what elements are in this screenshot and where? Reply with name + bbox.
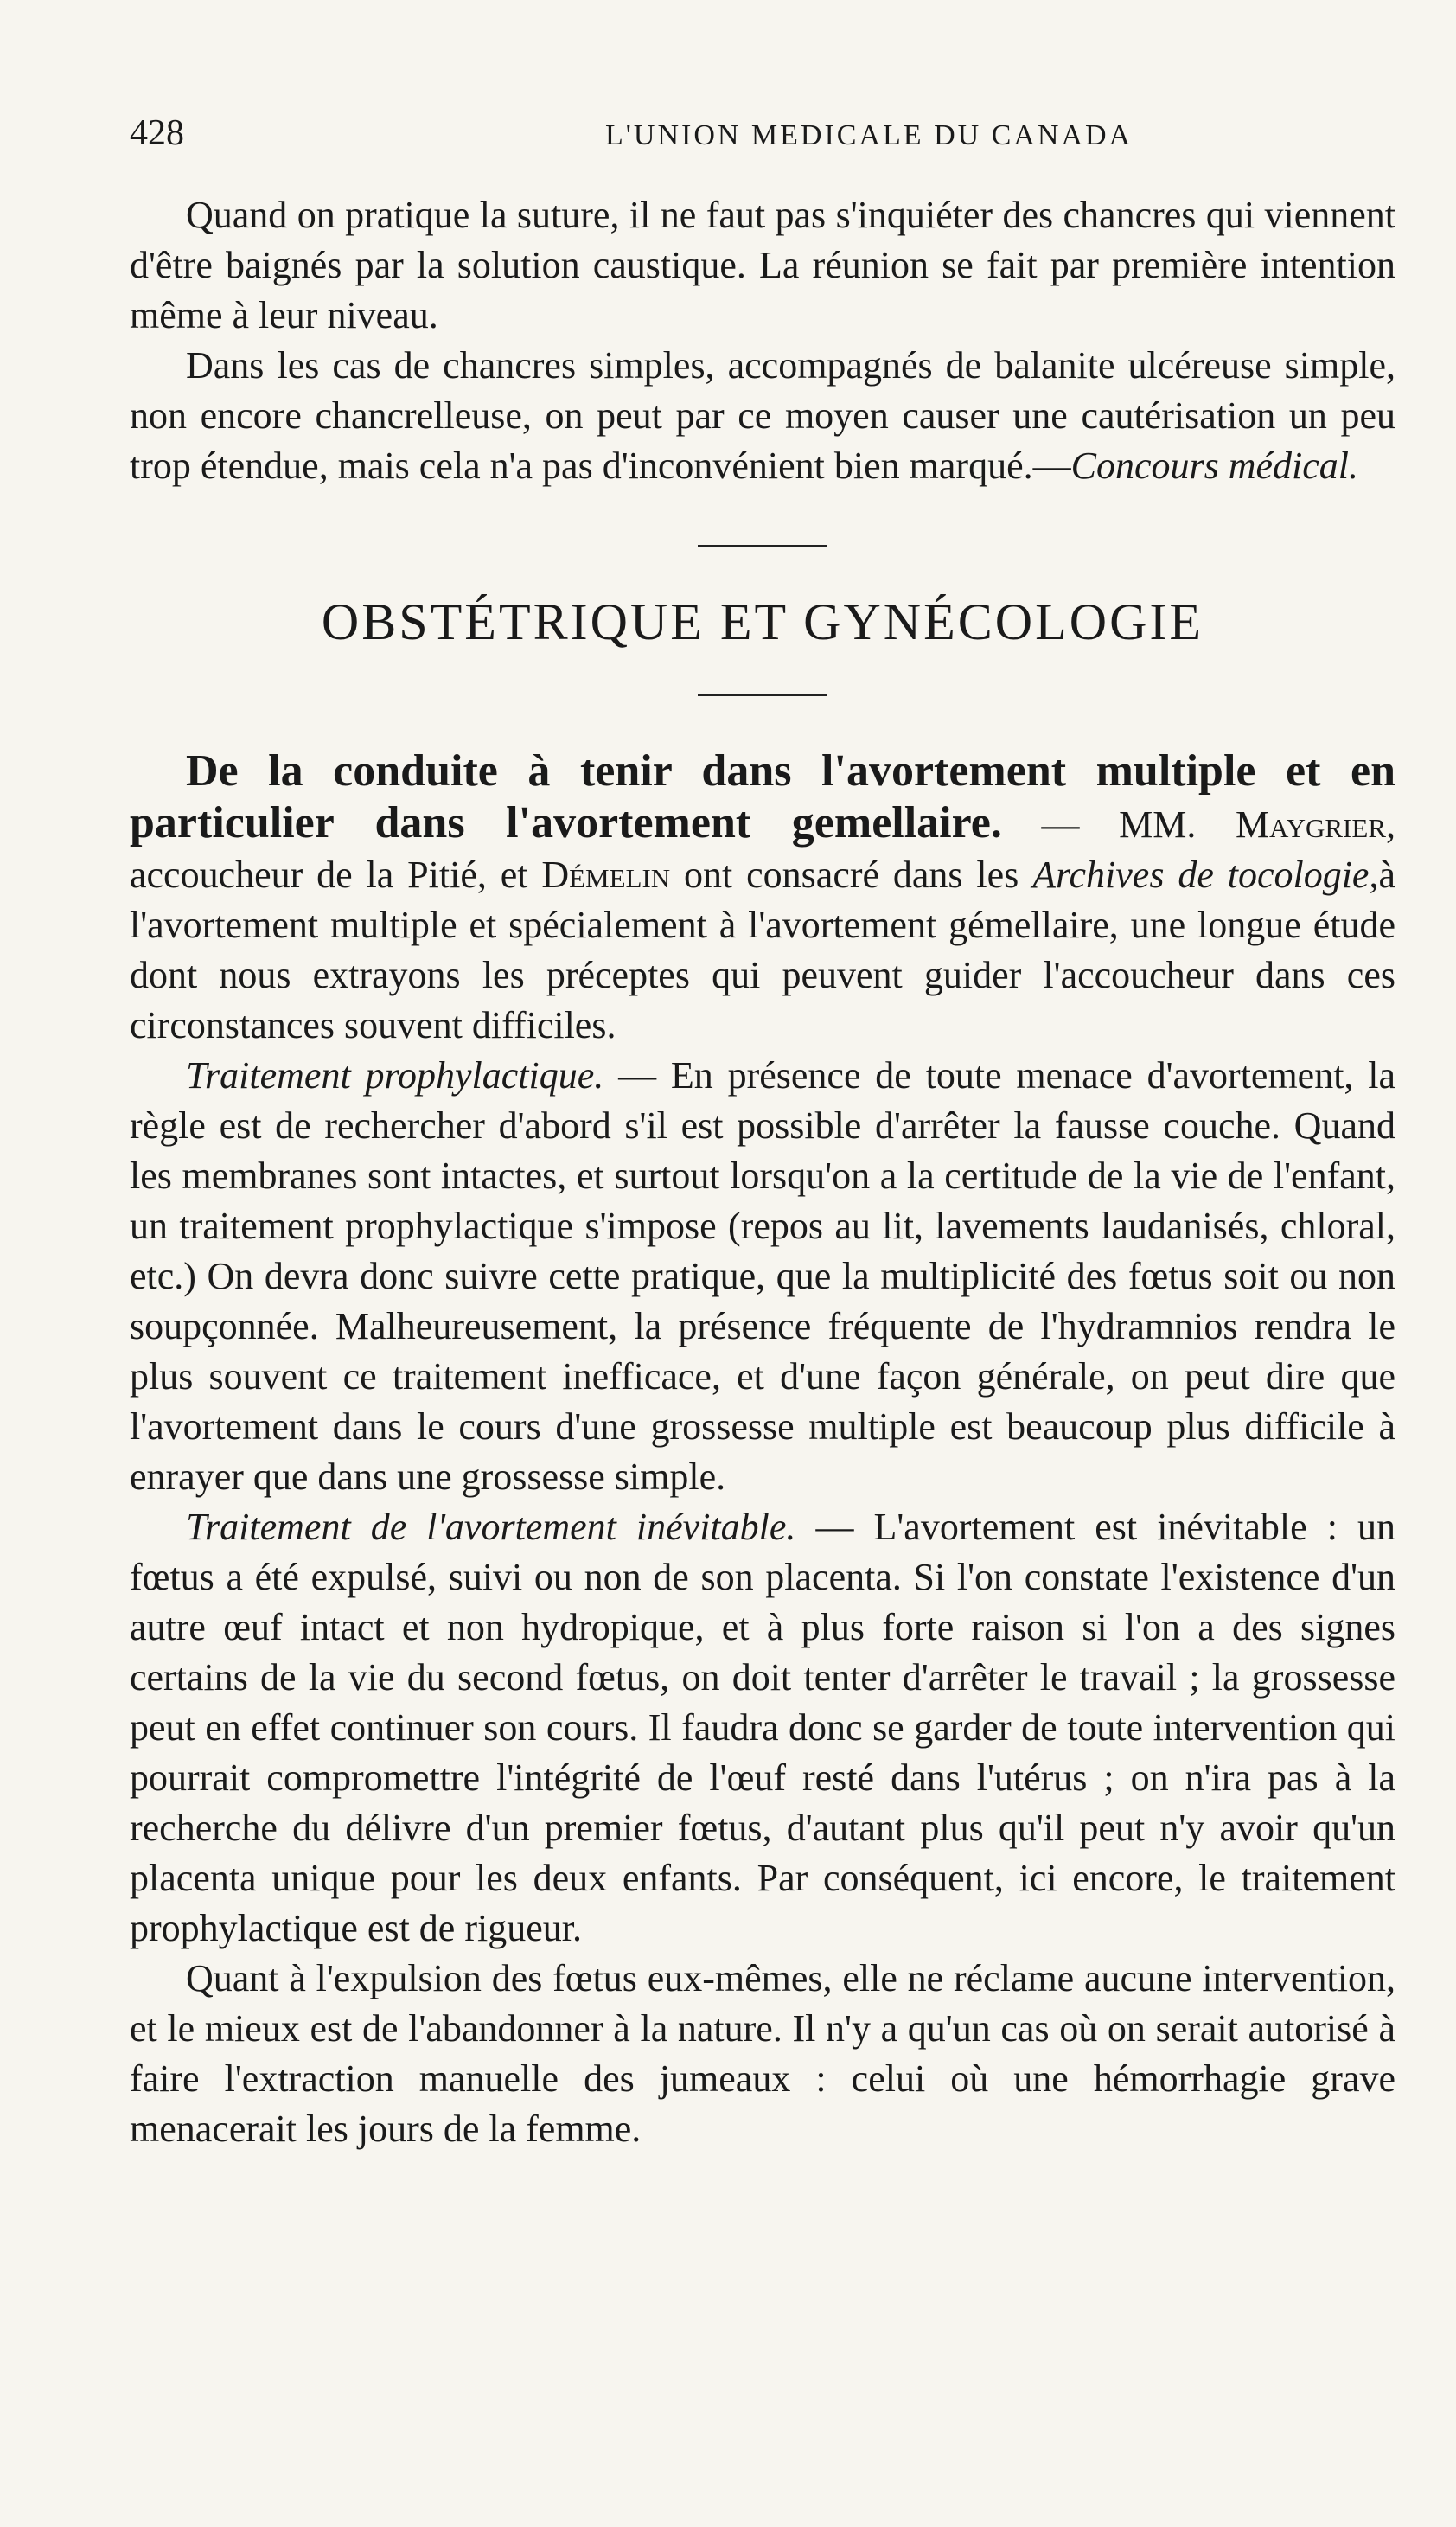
article-lead-paragraph xyxy=(130,746,1395,1051)
prophylactic-paragraph xyxy=(130,1051,1395,1502)
lead-text-1: , accoucheur de la Pitié, et xyxy=(130,803,1395,896)
journal-reference: Archives de tocologie xyxy=(1032,854,1370,896)
divider-top xyxy=(698,545,827,547)
prophylactic-text: — En présence de toute menace d'avortement, la règle est de rechercher d'abord s'il est possible d'arrêter la fausse couche. Quand les membranes sont intactes, et surtout lorsqu'on a la certitude de la vie de l'enfant, un traitement prophylactique s'impose (repos au lit, lavements laudanisés, chloral, etc.) On devra donc suivre cette pratique, que la multiplicité des fœtus soit ou non soupçonnée. Malheureusement, la présence fréquente de l'hydramnios rendra le plus souvent ce traitement inefficace, et d'une façon générale, on peut dire que l'avortement dans le cours d'une grossesse multiple est beaucoup plus difficile à enrayer que dans une grossesse simple. xyxy=(130,1054,1395,1498)
author-maygrier: Maygrier xyxy=(1235,803,1386,846)
inevitable-paragraph xyxy=(130,1502,1395,1954)
running-head xyxy=(130,112,1395,164)
inevitable-text: — L'avortement est inévitable : un fœtus a été expulsé, suivi ou non de son placenta. Si l'on constate l'existence d'un autre œuf intact et non hydropique, et à plus forte raison si l'on a des signes certains de la vie du second fœtus, on doit tenter d'arrêter le travail ; la grossesse peut en effet continuer son cours. Il faudra donc se garder de toute intervention qui pourrait compromettre l'intégrité de l'œuf resté dans l'utérus ; on n'ira pas à la recherche du délivre d'un premier fœtus, d'autant plus qu'il peut n'y avoir qu'un placenta unique pour les deux enfants. Par conséquent, ici encore, le traitement prophylactique est de rigueur. xyxy=(130,1506,1395,1949)
lead-dash: — MM. xyxy=(1001,803,1236,846)
journal-title: L'UNION MEDICALE DU CANADA xyxy=(605,119,1134,151)
source-citation: Concours médical. xyxy=(1070,445,1358,487)
lead-text-2: ont consacré dans les xyxy=(670,854,1033,896)
intro-paragraph-2-text: Dans les cas de chancres simples, accompagnés de balanite ulcéreuse simple, non encore chancrelleuse, on peut par ce moyen causer une cautérisation un peu trop étendue, mais cela n'a pas d'inconvénient bien marqué.— xyxy=(130,344,1395,487)
intro-paragraph-2 xyxy=(130,341,1395,491)
inevitable-label: Traitement de l'avortement inévitable. xyxy=(186,1506,796,1548)
author-demelin: Démelin xyxy=(541,854,671,896)
prophylactic-label: Traitement prophylactique. xyxy=(186,1054,604,1097)
expulsion-paragraph: Quant à l'expulsion des fœtus eux-mêmes, elle ne réclame aucune intervention, et le mieux est de l'abandonner à la nature. Il n'y a qu'un cas où on serait autorisé à faire l'extraction manuelle des jumeaux : celui où une hémorrhagie grave menacerait les jours de la femme. xyxy=(130,1957,1395,2150)
page-number: 428 xyxy=(130,113,184,153)
lead-text-3: ,à l'avortement multiple et spécialement à l'avortement gémellaire, une longue étude dont nous extrayons les préceptes qui peuvent guider l'accoucheur dans ces circonstances souvent difficiles. xyxy=(130,854,1395,1046)
section-title: OBSTÉTRIQUE ET GYNÉCOLOGIE xyxy=(321,593,1204,650)
intro-paragraph-1: Quand on pratique la suture, il ne faut pas s'inquiéter des chancres qui viennent d'être baignés par la solution caustique. La réunion se fait par première intention même à leur niveau. xyxy=(130,194,1395,336)
divider-bottom xyxy=(698,694,827,696)
article-heading: De la conduite à tenir dans l'avortement multiple et en particulier dans l'avortement gemellaire. xyxy=(130,746,1395,848)
